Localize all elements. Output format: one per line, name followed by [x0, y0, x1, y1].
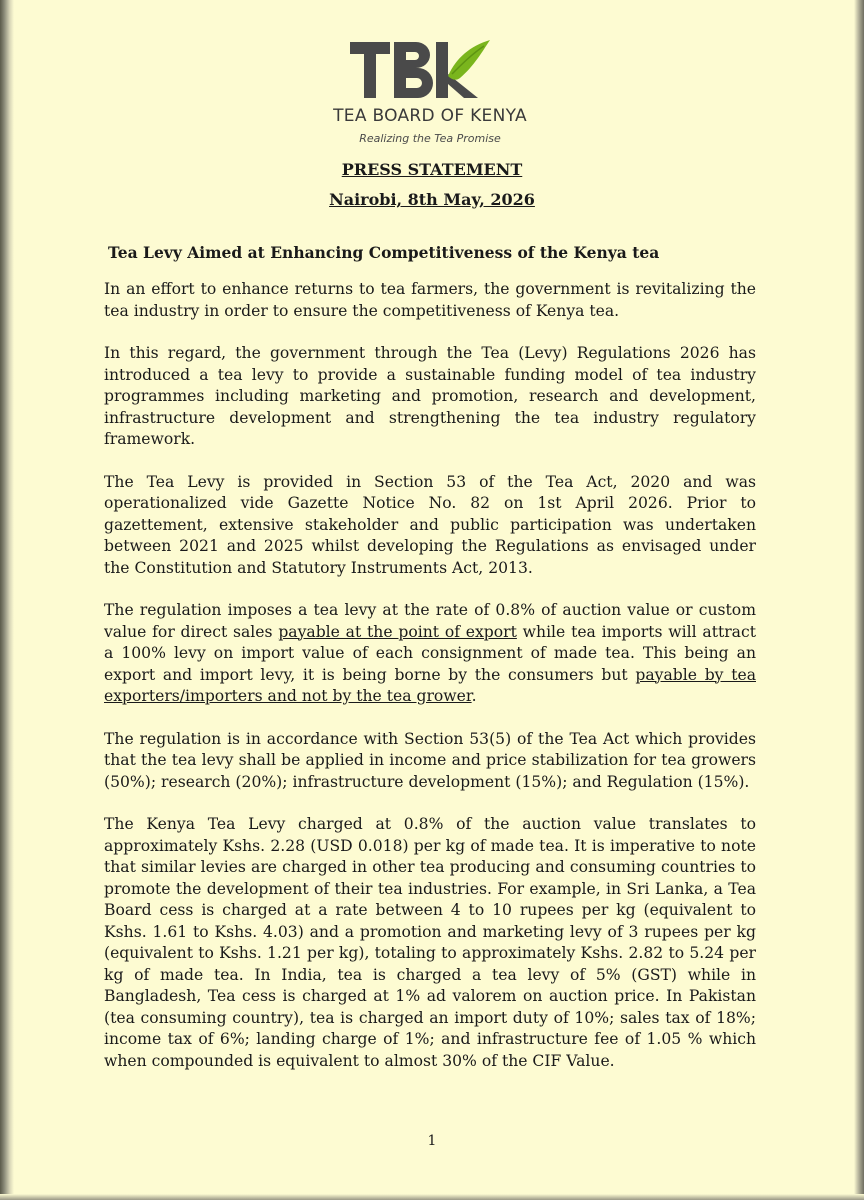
page-number: 1 [427, 1133, 437, 1149]
org-name: TEA BOARD OF KENYA [333, 106, 527, 126]
paragraph-3: The Tea Levy is provided in Section 53 of the Tea Act, 2020 and was operationalized vide Gazette Notice No. 82 on 1st April 2026. Prior to gazettement, extensive stakeholder and public participation was undertaken between 2021 and 2025 whilst developing the Regulations as envisaged under the Constitution and Statutory Instruments Act, 2013. [104, 472, 756, 577]
underlined-payable-by: payable by tea exporters/importers and not by the tea grower [104, 665, 756, 705]
statement-headline: Tea Levy Aimed at Enhancing Competitiveness of the Kenya tea [108, 243, 660, 262]
scan-shadow-right [854, 0, 864, 1200]
paragraph-5: The regulation is in accordance with Section 53(5) of the Tea Act which provides that the tea levy shall be applied in income and price stabilization for tea growers (50%); research (20%); infrastructure development (15%); and Regulation (15%). [104, 729, 756, 791]
statement-title: PRESS STATEMENT [341, 160, 523, 179]
statement-body [104, 279, 756, 1093]
paragraph-6: The Kenya Tea Levy charged at 0.8% of the auction value translates to approximately Kshs. 2.28 (USD 0.018) per kg of made tea. It is imperative to note that similar levies are charged in other tea producing and consuming countries to promote the development of their tea industries. For example, in Sri Lanka, a Tea Board cess is charged at a rate between 4 to 10 rupees per kg (equivalent to Kshs. 1.61 to Kshs. 4.03) and a promotion and marketing levy of 3 rupees per kg (equivalent to Kshs. 1.21 per kg), totaling to approximately Kshs. 2.82 to 5.24 per kg of made tea. In India, tea is charged a tea levy of 5% (GST) while in Bangladesh, Tea cess is charged at 1% ad valorem on auction price. In Pakistan (tea consuming country), tea is charged an import duty of 10%; sales tax of 18%; income tax of 6%; landing charge of 1%; and infrastructure fee of 1.05 % which when compounded is equivalent to almost 30% of the CIF Value. [104, 815, 756, 1070]
paragraph-4-part-3: . [471, 687, 477, 705]
statement-date: Nairobi, 8th May, 2026 [329, 190, 535, 209]
underlined-export-point: payable at the point of export [278, 622, 517, 641]
paragraph-4 [104, 600, 756, 708]
tbk-logo [300, 38, 560, 150]
scan-shadow-left [0, 0, 14, 1200]
paragraph-4-part-1: The regulation imposes a tea levy at the rate of 0.8% of auction value or custom value for direct sales [104, 601, 756, 641]
paragraph-2: In this regard, the government through the Tea (Levy) Regulations 2026 has introduced a tea levy to provide a sustainable funding model of tea industry programmes including marketing and promotion, research and development, infrastructure development and strengthening the tea industry regulatory framework. [104, 344, 756, 448]
scan-shadow-bottom [0, 1194, 864, 1200]
paragraph-1: In an effort to enhance returns to tea farmers, the government is revitalizing the tea industry in order to ensure the competitiveness of Kenya tea. [104, 280, 756, 320]
paragraph-4-part-2: while tea imports will attract a 100% levy on import value of each consignment of made tea. This being an export and import levy, it is being borne by the consumers but [104, 622, 756, 684]
tbk-logo-mark [348, 38, 498, 102]
org-tagline: Realizing the Tea Promise [359, 132, 501, 145]
